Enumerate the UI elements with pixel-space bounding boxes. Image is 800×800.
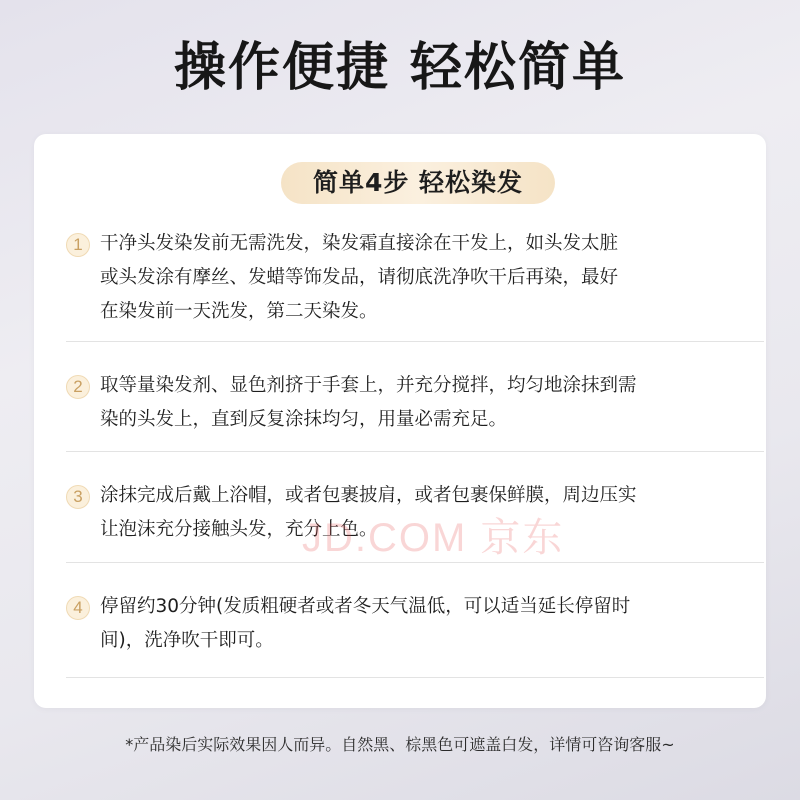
page-headline: 操作便捷 轻松简单	[173, 38, 627, 98]
divider	[66, 677, 764, 678]
step-line: 让泡沫充分接触头发，充分上色。	[100, 519, 378, 540]
step-description	[100, 369, 766, 437]
step-description	[100, 590, 766, 658]
step-line: 染的头发上，直到反复涂抹均匀，用量必需充足。	[100, 409, 508, 430]
step-line: 取等量染发剂、显色剂挤于手套上，并充分搅拌，均匀地涂抹到需	[100, 375, 637, 396]
divider	[66, 341, 764, 342]
steps-card	[34, 134, 766, 708]
divider	[66, 451, 764, 452]
step-line: 涂抹完成后戴上浴帽，或者包裹披肩，或者包裹保鲜膜，周边压实	[100, 485, 637, 506]
step-number-badge: 2	[66, 375, 90, 399]
step-number-badge: 4	[66, 596, 90, 620]
step-line: 干净头发染发前无需洗发，染发霜直接涂在干发上，如头发太脏	[100, 233, 619, 254]
step-number-badge: 3	[66, 485, 90, 509]
step-number-badge: 1	[66, 233, 90, 257]
jd-watermark: JD.COM 京东	[302, 516, 565, 560]
steps-badge: 简单4步 轻松染发	[281, 162, 555, 204]
step-line: 或头发涂有摩丝、发蜡等饰发品，请彻底洗净吹干后再染，最好	[100, 267, 619, 288]
footnote-disclaimer: *产品染后实际效果因人而异。自然黑、棕黑色可遮盖白发，详情可咨询客服~	[125, 735, 675, 754]
step-line: 停留约30分钟(发质粗硬者或者冬天气温低，可以适当延长停留时	[100, 596, 631, 617]
step-description	[100, 227, 766, 329]
step-line: 在染发前一天洗发，第二天染发。	[100, 301, 378, 322]
step-line: 间)，洗净吹干即可。	[100, 630, 274, 651]
